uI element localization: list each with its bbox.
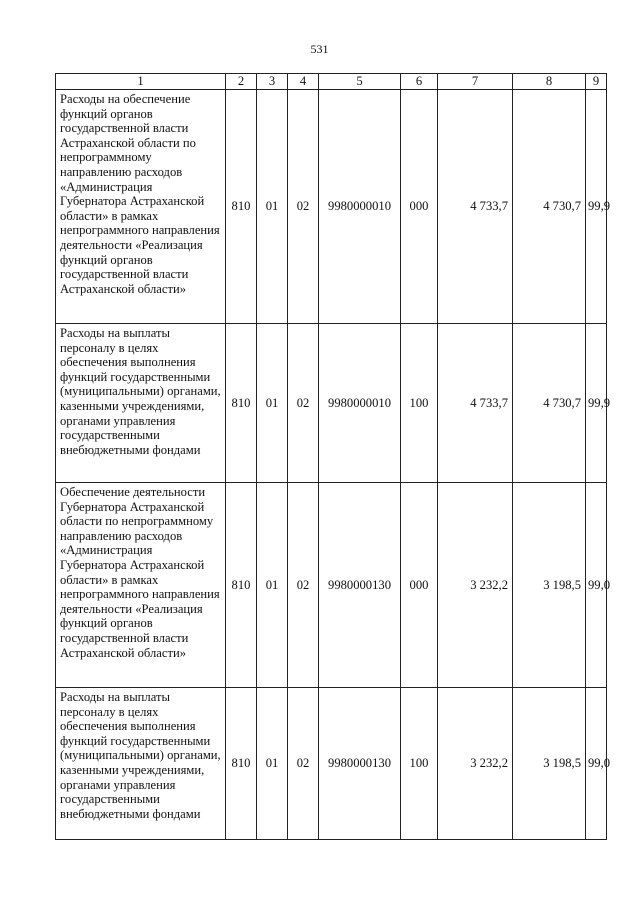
actual-amount-cell: 4 730,7 bbox=[513, 324, 586, 483]
section-cell: 01 bbox=[257, 90, 288, 324]
table-row bbox=[56, 483, 607, 688]
expense-type-cell: 000 bbox=[401, 90, 438, 324]
header-cell: 3 bbox=[257, 74, 288, 90]
admin-code-cell: 810 bbox=[226, 483, 257, 688]
header-row bbox=[56, 74, 607, 90]
description-cell: Обеспечение деятельности Губернатора Астраханской области по непрограммному направлению расходов «Администрация Губернатора Астраханской области» в рамках непрограммного направления деятельности «Реализация функций органов государственной власти Астраханской области» bbox=[56, 483, 226, 688]
actual-amount-cell: 4 730,7 bbox=[513, 90, 586, 324]
subsection-cell: 02 bbox=[288, 688, 319, 840]
header-cell: 9 bbox=[586, 74, 607, 90]
header-cell: 2 bbox=[226, 74, 257, 90]
header-cell: 4 bbox=[288, 74, 319, 90]
admin-code-cell: 810 bbox=[226, 688, 257, 840]
actual-amount-cell: 3 198,5 bbox=[513, 688, 586, 840]
percent-cell: 99,9 bbox=[586, 90, 607, 324]
description-cell: Расходы на выплаты персоналу в целях обеспечения выполнения функций государственными (муниципальными) органами, казенными учреждениями, органами управления государственными внебюджетными фондами bbox=[56, 324, 226, 483]
description-cell: Расходы на обеспечение функций органов государственной власти Астраханской области по непрограммному направлению расходов «Администрация Губернатора Астраханской области» в рамках непрограммного направления деятельности «Реализация функций органов государственной власти Астраханской области» bbox=[56, 90, 226, 324]
admin-code-cell: 810 bbox=[226, 90, 257, 324]
subsection-cell: 02 bbox=[288, 483, 319, 688]
description-cell: Расходы на выплаты персоналу в целях обеспечения выполнения функций государственными (муниципальными) органами, казенными учреждениями, органами управления государственными внебюджетными фондами bbox=[56, 688, 226, 840]
subsection-cell: 02 bbox=[288, 90, 319, 324]
planned-amount-cell: 4 733,7 bbox=[438, 324, 513, 483]
expense-type-cell: 100 bbox=[401, 324, 438, 483]
target-item-cell: 9980000010 bbox=[319, 324, 401, 483]
expense-type-cell: 000 bbox=[401, 483, 438, 688]
percent-cell: 99,0 bbox=[586, 688, 607, 840]
target-item-cell: 9980000130 bbox=[319, 688, 401, 840]
expense-type-cell: 100 bbox=[401, 688, 438, 840]
actual-amount-cell: 3 198,5 bbox=[513, 483, 586, 688]
header-cell: 5 bbox=[319, 74, 401, 90]
target-item-cell: 9980000130 bbox=[319, 483, 401, 688]
subsection-cell: 02 bbox=[288, 324, 319, 483]
table-row bbox=[56, 324, 607, 483]
percent-cell: 99,9 bbox=[586, 324, 607, 483]
planned-amount-cell: 4 733,7 bbox=[438, 90, 513, 324]
header-cell: 7 bbox=[438, 74, 513, 90]
header-cell: 8 bbox=[513, 74, 586, 90]
planned-amount-cell: 3 232,2 bbox=[438, 688, 513, 840]
percent-cell: 99,0 bbox=[586, 483, 607, 688]
admin-code-cell: 810 bbox=[226, 324, 257, 483]
section-cell: 01 bbox=[257, 688, 288, 840]
section-cell: 01 bbox=[257, 324, 288, 483]
page-number: 531 bbox=[310, 42, 329, 56]
section-cell: 01 bbox=[257, 483, 288, 688]
header-cell: 6 bbox=[401, 74, 438, 90]
target-item-cell: 9980000010 bbox=[319, 90, 401, 324]
table-row bbox=[56, 90, 607, 324]
planned-amount-cell: 3 232,2 bbox=[438, 483, 513, 688]
table-row bbox=[56, 688, 607, 840]
budget-table bbox=[55, 73, 611, 840]
header-cell: 1 bbox=[56, 74, 226, 90]
